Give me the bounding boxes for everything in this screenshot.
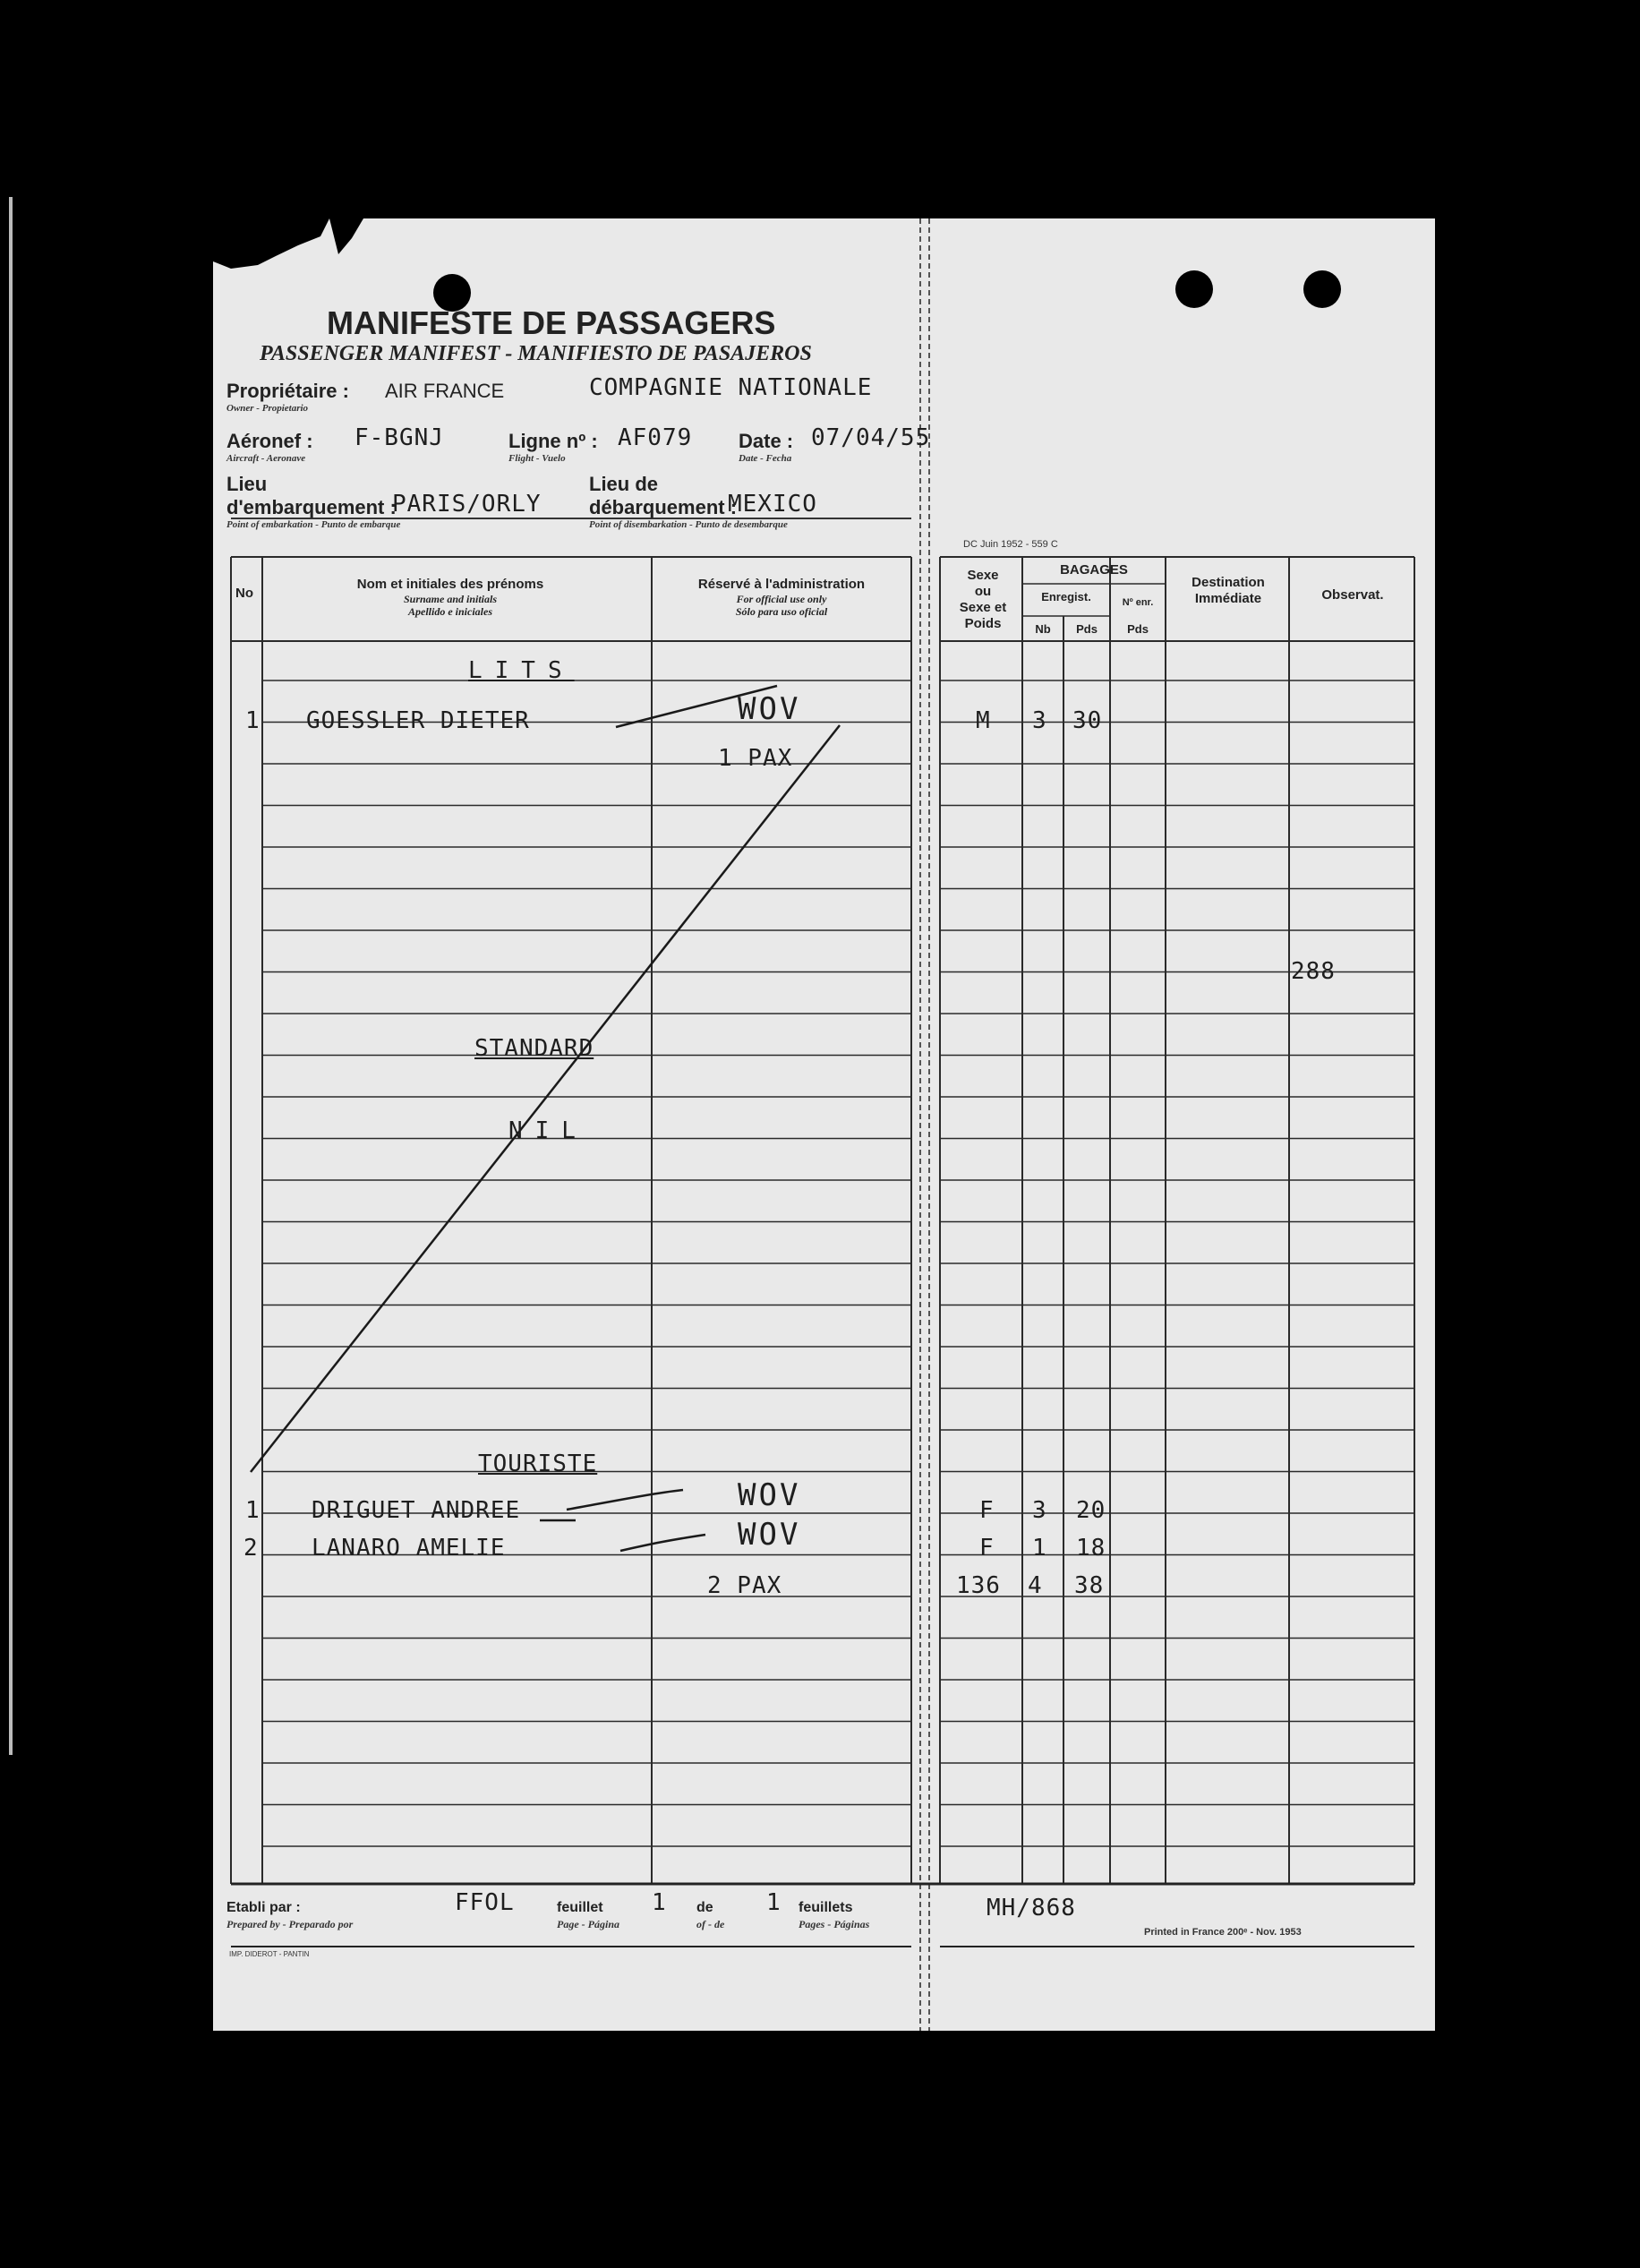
col-pds-label: Pds (1076, 622, 1098, 636)
col-observ-label: Observat. (1321, 587, 1384, 603)
date-sublabel: Date - Fecha (739, 453, 792, 464)
col-no (229, 586, 260, 602)
flight-label: Ligne nº : (508, 430, 598, 452)
reference-number: MH/868 (987, 1895, 1076, 1921)
row-nb: 3 (1032, 707, 1047, 734)
col-nb-label: Nb (1035, 622, 1051, 636)
col-name (262, 577, 638, 618)
col-admin-es: Sólo para uso oficial (735, 605, 828, 618)
aircraft-value: F-BGNJ (354, 424, 444, 451)
col-nb (1022, 621, 1063, 638)
row-no: 1 (245, 1497, 261, 1524)
col-bagages-label: BAGAGES (1060, 562, 1128, 578)
row-pds: 20 (1076, 1497, 1106, 1524)
row-name: DRIGUET ANDREE (312, 1497, 521, 1524)
col-sexe (947, 568, 1019, 632)
row-admin: WOV (738, 1517, 801, 1553)
col-admin-label: Réservé à l'administration (697, 577, 866, 592)
col-name-label: Nom et initiales des prénoms (356, 577, 544, 592)
sheets-label: feuillets (799, 1900, 853, 1915)
col-destination (1167, 575, 1289, 607)
aircraft-label: Aéronef : (226, 430, 313, 452)
owner-label: Propriétaire : (226, 380, 349, 402)
row-sex: F (979, 1497, 995, 1524)
prepared-sublabel: Prepared by - Preparado por (226, 1918, 354, 1930)
embark-value: PARIS/ORLY (392, 491, 542, 518)
strike-through-line (251, 725, 840, 1472)
touriste-total-pds: 38 (1074, 1572, 1105, 1599)
col-sexe-2: ou (974, 584, 992, 599)
col-admin-en: For official use only (736, 593, 827, 605)
embark-sublabel: Point of embarkation - Punto de embarque (226, 519, 401, 530)
of-sublabel: of - de (696, 1918, 725, 1930)
lits-total: 1 PAX (718, 745, 793, 772)
prepared-value: FFOL (455, 1889, 515, 1916)
touriste-total-weight: 136 (956, 1572, 1001, 1599)
date-value: 07/04/55 (811, 424, 931, 451)
col-pds (1063, 621, 1110, 638)
embark-label-line2: d'embarquement : (226, 496, 397, 518)
col-enreg (1022, 589, 1110, 605)
section-standard-nil: NIL (508, 1117, 588, 1144)
row-no: 2 (243, 1535, 259, 1562)
col-pds2 (1110, 621, 1166, 638)
flight-sublabel: Flight - Vuelo (508, 453, 566, 464)
row-sex: M (976, 707, 991, 734)
debark-value: MEXICO (728, 491, 817, 518)
side-number: 288 (1291, 958, 1336, 985)
col-pds2-label: Pds (1127, 622, 1149, 636)
section-touriste: TOURISTE (478, 1451, 598, 1477)
owner-sublabel: Owner - Propietario (226, 403, 309, 414)
row-sex: F (979, 1535, 995, 1562)
debark-sublabel: Point of disembarkation - Punto de desembarque (589, 519, 788, 530)
aircraft-sublabel: Aircraft - Aeronave (226, 453, 306, 464)
prepared-label: Etabli par : (226, 1900, 301, 1915)
col-sexe-3: Sexe et (959, 600, 1007, 615)
row-admin: WOV (738, 1477, 801, 1513)
manifest-title: MANIFESTE DE PASSAGERS (327, 304, 776, 341)
date-label: Date : (739, 430, 794, 452)
flight-value: AF079 (618, 424, 693, 451)
sheets-sublabel: Pages - Páginas (799, 1918, 870, 1930)
col-no-label: No (235, 586, 253, 601)
col-enreg-label: Enregist. (1041, 590, 1091, 603)
sheet-sublabel: Page - Página (557, 1918, 619, 1930)
col-bagages (1022, 562, 1166, 578)
embark-label-line1: Lieu (226, 473, 268, 495)
row-pds: 18 (1076, 1535, 1106, 1562)
of-value: 1 (766, 1889, 782, 1916)
col-sexe-4: Poids (964, 616, 1002, 631)
section-lits: LITS (468, 657, 575, 684)
col-observ (1291, 587, 1414, 603)
col-non-enreg-label: Nº enr. (1122, 597, 1154, 608)
printed-note: Printed in France 200ᵉ - Nov. 1953 (1144, 1927, 1302, 1938)
col-destination-label: Destination (1192, 575, 1265, 590)
printer-imprint: IMP. DIDEROT - PANTIN (229, 1950, 310, 1958)
touriste-total-label: 2 PAX (707, 1572, 782, 1599)
owner-typed: COMPAGNIE NATIONALE (589, 374, 873, 401)
manifest-sheet (213, 218, 1435, 2031)
row-pds: 30 (1072, 707, 1103, 734)
of-label: de (696, 1900, 713, 1915)
col-non-enreg (1110, 595, 1166, 611)
owner-value: AIR FRANCE (385, 380, 505, 402)
row-name: GOESSLER DIETER (306, 707, 530, 734)
row-no: 1 (245, 707, 261, 734)
col-admin (652, 577, 911, 618)
scan-edge-line (9, 197, 13, 1755)
col-immediate-label: Immédiate (1194, 591, 1262, 606)
sheet-value: 1 (652, 1889, 667, 1916)
col-name-en: Surname and initials (403, 593, 498, 605)
section-standard: STANDARD (474, 1035, 594, 1062)
col-sexe-1: Sexe (967, 568, 999, 583)
debark-label-line1: Lieu de (589, 473, 659, 495)
debark-label-line2: débarquement : (589, 496, 738, 518)
manifest-subtitle: PASSENGER MANIFEST - MANIFIESTO DE PASAJEROS (260, 342, 812, 365)
col-name-es: Apellido e iniciales (408, 605, 492, 618)
row-admin: WOV (738, 691, 801, 727)
row-nb: 1 (1032, 1535, 1047, 1562)
form-code: DC Juin 1952 - 559 C (963, 539, 1058, 550)
sheet-label: feuillet (557, 1900, 603, 1915)
row-name: LANARO AMELIE (312, 1535, 506, 1562)
row-nb: 3 (1032, 1497, 1047, 1524)
touriste-total-nb: 4 (1028, 1572, 1043, 1599)
